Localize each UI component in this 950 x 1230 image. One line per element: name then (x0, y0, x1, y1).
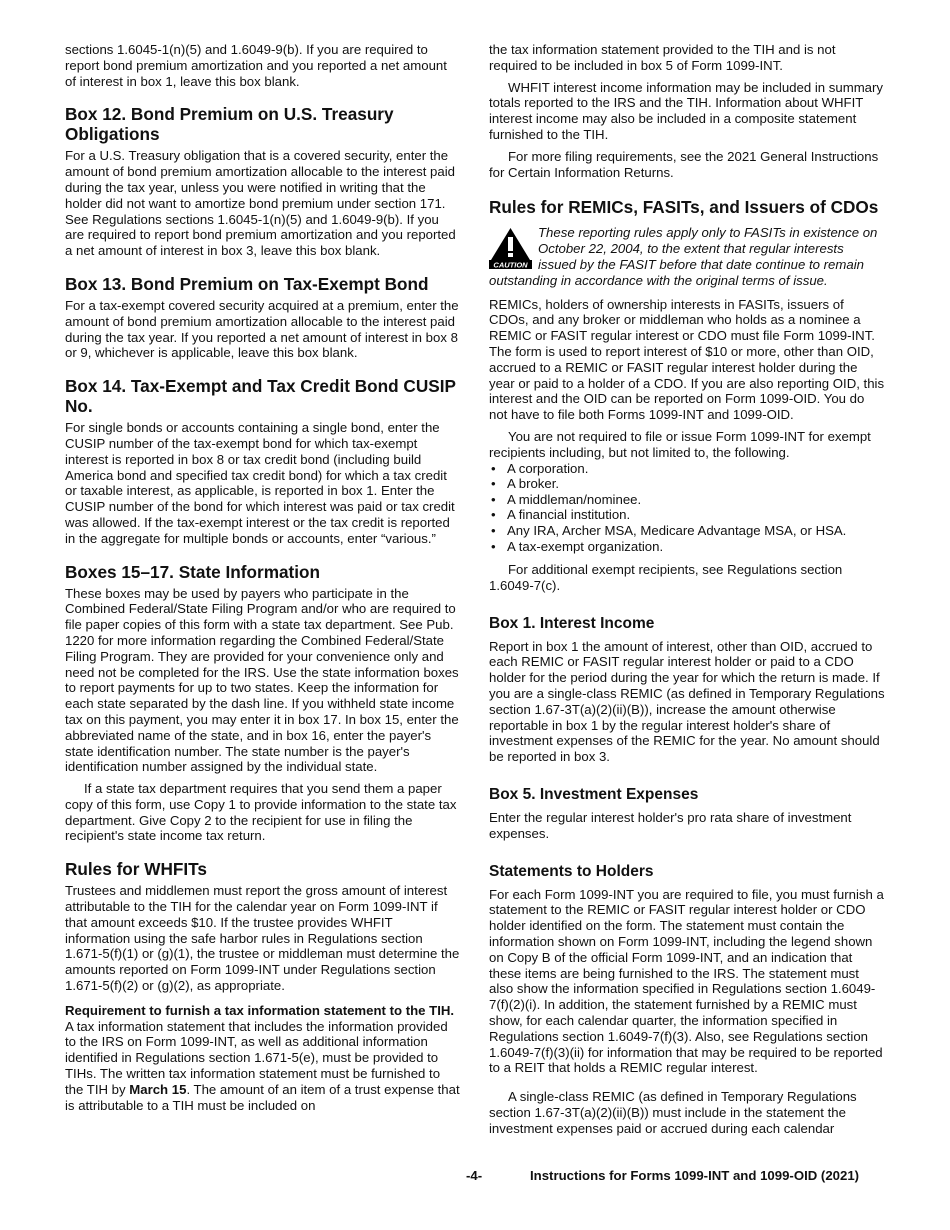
whfit-summary-paragraph: WHFIT interest income information may be included in summary totals reported to the IRS and the TIH. Information about WHFIT interest income may also be included in a composite statement furnished to the TIH. (489, 79, 883, 142)
whfit-paragraph-2 (65, 1003, 461, 1114)
tih-statement-date: March 15 (129, 1081, 187, 1097)
right-column (489, 42, 885, 1137)
list-item: • A corporation. (491, 460, 589, 476)
boxes15-17-paragraph-1: These boxes may be used by payers who participate in the Combined Federal/State Filing Program and/or who are required to file paper copies of this form with a state tax department. See Pub. 1220 for more information regarding the Combined Federal/State Filing Program. They are provided for your convenience only and need not be completed for the IRS. Use the state information boxes to report payments for up to two states. Keep the information for each state separated by the dash line. If you withheld state income tax on this payment, you may enter it in box 17. In box 15, enter the abbreviated name of the state, and in box 16, enter the payer's state identification number. The state number is the payer's identification number assigned by the individual state. (65, 585, 459, 775)
statements-heading: Statements to Holders (489, 862, 654, 880)
whfit-continued-paragraph: the tax information statement provided to the TIH and is not required to be included in box 5 of Form 1099-INT. (489, 42, 836, 73)
remic-paragraph-1: REMICs, holders of ownership interests in FASITs, issuers of CDOs, and any broker or middleman who holds as a nominee a REMIC or FASIT regular interest or CDO must file Form 1099-INT. The form is used to report interest of $10 or more, other than OID, accrued to a REMIC or FASIT regular interest holder during the year or paid to a holder of a CDO. If you are also reporting OID, this interest and the OID can be reported on Form 1099-OID. You do not have to file both Forms 1099-INT and 1099-OID. (489, 296, 885, 423)
box13-heading: Box 13. Bond Premium on Tax-Exempt Bond (65, 273, 429, 294)
caution-note (489, 225, 885, 288)
whfit-heading: Rules for WHFITs (65, 859, 207, 880)
list-item: • Any IRA, Archer MSA, Medicare Advantage MSA, or HSA. (491, 522, 847, 538)
boxes15-17-paragraph-2: If a state tax department requires that you send them a paper copy of this form, use Copy 1 to provide information to the state tax department. Give Copy 2 to the recipient for use in filing the recipient's state income tax return. (65, 781, 457, 844)
box5-heading: Box 5. Investment Expenses (489, 786, 699, 804)
box1-heading: Box 1. Interest Income (489, 614, 655, 632)
tih-statement-text: A tax information statement that includes the information provided to the IRS on Form 1099-INT, as well as additional information identified in Regulations section 1.671-5(e), must be provided to TIHs. The written tax information statement must be furnished to the TIH by (65, 1018, 448, 1097)
list-item: • A financial institution. (491, 507, 631, 523)
tih-statement-end: . The amount of an item of a trust expense that is attributable to a TIH must be included on (65, 1081, 460, 1113)
intro-paragraph: sections 1.6045-1(n)(5) and 1.6049-9(b). If you are required to report bond premium amortization and you reported a net amount of interest in box 1, leave this box blank. (65, 42, 447, 89)
exempt-recipients-list (489, 461, 885, 555)
remic-heading: Rules for REMICs, FASITs, and Issuers of CDOs (489, 197, 879, 218)
caution-icon (489, 227, 532, 269)
whfit-paragraph-1: Trustees and middlemen must report the gross amount of interest attributable to the TIH for the calendar year on Form 1099-INT if that amount exceeds $10. If the trustee provides WHFIT information using the safe harbor rules in Regulations section 1.671-5(f)(1) or (g)(1), the trustee or middleman must determine the amounts reported on Form 1099-INT under Regulations section 1.671-5(f)(2) or (g)(2), as appropriate. (65, 883, 460, 994)
box14-heading: Box 14. Tax-Exempt and Tax Credit Bond CUSIP No. (65, 376, 456, 417)
remic-paragraph-2: You are not required to file or issue Form 1099-INT for exempt recipients including, but not limited to, the following. (489, 428, 871, 460)
footer-title: Instructions for Forms 1099-INT and 1099-OID (2021) (530, 1168, 860, 1183)
list-item: • A broker. (491, 476, 560, 492)
caution-label: CAUTION (493, 260, 528, 270)
boxes15-17-heading: Boxes 15–17. State Information (65, 561, 321, 582)
box12-paragraph: For a U.S. Treasury obligation that is a covered security, enter the amount of bond premium amortization allocable to the interest paid during the tax year, unless you were notified in writing that the holder did not want to amortize bond premium under section 171. See Regulations sections 1.6045-1(n)(5) and 1.6049-9(b). If you are required to report bond premium amortization and you reported a net amount of interest in box 3, leave this box blank. (65, 148, 456, 259)
list-item: • A middleman/nominee. (491, 491, 642, 507)
box13-paragraph: For a tax-exempt covered security acquired at a premium, enter the amount of bond premium amortization allocable to the interest paid during the tax year. If you reported a net amount of interest in box 8 or 9, whichever is applicable, leave this box blank. (65, 297, 459, 361)
tih-statement-lead: Requirement to furnish a tax information statement to the TIH. (65, 1002, 455, 1018)
list-item: • A tax-exempt organization. (491, 538, 664, 554)
remic-paragraph-3: For additional exempt recipients, see Regulations section 1.6049-7(c). (489, 562, 843, 593)
page-number: -4- (466, 1168, 483, 1183)
left-column (65, 42, 461, 1113)
filing-requirements-paragraph: For more filing requirements, see the 2021 General Instructions for Certain Information Returns. (489, 148, 879, 180)
box14-paragraph: For single bonds or accounts containing a single bond, enter the CUSIP number of the tax-exempt bond for which tax-exempt interest is reported in box 8 or tax credit bond (including build America bond and specified tax credit bond) for which a tax credit or taxable interest, as applicable, is reported in box 1. Enter the CUSIP number of the bond for which interest was paid or tax credit was allowed. If the tax-exempt interest or the tax credit is reported in the aggregate for multiple bonds or accounts, enter “various.” (65, 420, 455, 546)
box12-heading: Box 12. Bond Premium on U.S. Treasury Obligations (65, 104, 394, 145)
caution-text: These reporting rules apply only to FASITs in existence on October 22, 2004, to the extent that regular interests issued by the FASIT before that date continue to remain outstanding in accordance with the original terms of issue. (489, 225, 878, 288)
statements-paragraph-2: A single-class REMIC (as defined in Temporary Regulations section 1.67-3T(a)(2)(ii)(B)) must include in the statement the investment expenses paid or accrued during each calendar (489, 1089, 857, 1136)
statements-paragraph-1: For each Form 1099-INT you are required to file, you must furnish a statement to the REMIC or FASIT regular interest holder or CDO holder identified on the form. The statement must contain the information shown on Form 1099-INT, including the legend shown on Copy B of the official Form 1099-INT, and an indication that these items are being furnished to the IRS. The statement must also show the information specified in Regulations section 1.6049-7(f)(2)(i). In addition, the statement furnished by a REMIC must show, for each calendar quarter, the information specified in Regulations section 1.6049-7(f)(3). Also, see Regulations section 1.6049-7(f)(3)(ii) for information that may be required to be reported to a REIT that holds a REMIC regular interest. (489, 886, 884, 1076)
box5-paragraph: Enter the regular interest holder's pro rata share of investment expenses. (489, 810, 852, 841)
box1-paragraph: Report in box 1 the amount of interest, other than OID, accrued to each REMIC or FASIT regular interest holder or paid to a CDO holder for the period during the year for which the return is made. If you are a single-class REMIC (as defined in Temporary Regulations section 1.67-3T(a)(2)(ii)(B)), increase the amount otherwise reportable in box 1 by the regular interest holder's share of investment expenses of the REMIC for the year. No amount should be reported in box 3. (489, 638, 885, 765)
